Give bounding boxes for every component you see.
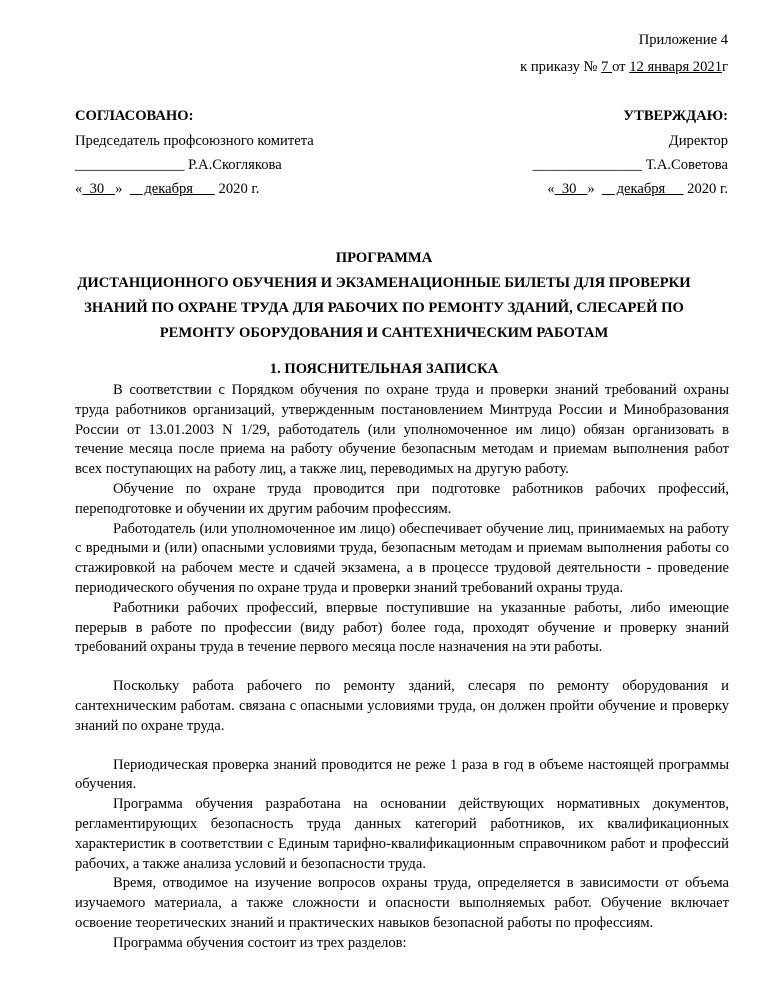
director-role: Директор: [668, 133, 728, 149]
right-date-month: декабря: [601, 181, 684, 197]
right-date-year: 2020 г.: [683, 181, 728, 197]
left-date-day: 30: [82, 181, 116, 197]
paragraph: Время, отводимое на изучение вопросов охраны труда, определяется в зависимости от объема изучаемого материала, а также сложности и опасности выполняемых работ. Обучение включает освоение теоретических знаний и практических навыков безопасной работы по профессиям.: [75, 875, 729, 931]
order-number: 7: [601, 59, 613, 75]
right-date-mid: »: [587, 181, 602, 197]
approve-title: УТВЕРЖДАЮ:: [623, 108, 728, 124]
left-sign-blank: _______________: [75, 157, 185, 173]
right-date-day: 30: [554, 181, 588, 197]
paragraph: Обучение по охране труда проводится при подготовке работников рабочих профессий, переподготовке и обучении их другим рабочим профессиям.: [75, 480, 729, 517]
left-date-open: «: [75, 181, 83, 197]
order-prefix: к приказу №: [520, 59, 602, 75]
right-sign-blank: _______________: [532, 157, 643, 173]
paragraph: Программа обучения состоит из трех разделов:: [113, 934, 407, 951]
paragraph: Поскольку работа рабочего по ремонту зданий, слесаря по ремонту оборудования и сантехническим работам. связана с опасными условиями труда, он должен пройти обучение и проверку знаний по охране труда.: [75, 678, 729, 734]
left-date-year: 2020 г.: [214, 181, 260, 197]
paragraph-gap: [75, 737, 729, 756]
left-signer-name: Р.А.Скоглякова: [184, 157, 282, 173]
right-signature-line: [533, 157, 728, 174]
appendix-label: Приложение 4: [638, 32, 728, 48]
paragraph: В соответствии с Порядком обучения по охране труда и проверки знаний требований охраны труда работников организаций, утвержденным постановлением Минтруда России и Минобразования России от 13.01.2003 N 1/29, работодатель (или уполномоченное им лицо) обязан организовать в течение месяца после приема на работу обучение безопасным методам и приемам выполнения работ всех поступающих на работу лиц, а также лиц, переводимых на другую работу.: [75, 382, 729, 478]
paragraph: Программа обучения разработана на основании действующих нормативных документов, регламентирующих безопасность труда данных категорий работников, их квалификационных характеристик в соответствии с Единым тарифно-квалификационным справочником работ и профессий рабочих, а также анализа условий и безопасности труда.: [75, 796, 729, 872]
union-chair-role: Председатель профсоюзного комитета: [75, 133, 314, 149]
paragraph-gap: [75, 658, 729, 677]
order-reference: [520, 59, 728, 76]
right-date-line: [547, 181, 728, 198]
program-subtitle-line2: ЗНАНИЙ ПО ОХРАНЕ ТРУДА ДЛЯ РАБОЧИХ ПО РЕМОНТУ ЗДАНИЙ, СЛЕСАРЕЙ ПО: [84, 300, 684, 316]
program-title: ПРОГРАММА: [335, 250, 433, 266]
explanatory-note-body: [75, 381, 729, 954]
left-date-mid: »: [115, 181, 130, 197]
left-signature-line: [75, 157, 282, 174]
program-subtitle-line3: РЕМОНТУ ОБОРУДОВАНИЯ И САНТЕХНИЧЕСКИМ РАБОТАМ: [159, 325, 609, 341]
program-subtitle-line1: ДИСТАНЦИОННОГО ОБУЧЕНИЯ И ЭКЗАМЕНАЦИОННЫЕ БИЛЕТЫ ДЛЯ ПРОВЕРКИ: [77, 275, 691, 291]
paragraph: Работодатель (или уполномоченное им лицо) обеспечивает обучение лиц, принимаемых на работу с вредными и (или) опасными условиями труда, безопасным методам и приемам выполнения работы со стажировкой на рабочем месте и сдачей экзамена, а в процессе трудовой деятельности - проведение периодического обучения по охране труда и проверки знаний требований охраны труда.: [75, 520, 729, 596]
right-date-open: «: [547, 181, 555, 197]
agreed-title: СОГЛАСОВАНО:: [75, 108, 194, 124]
order-from: от: [612, 59, 630, 75]
order-suffix: г: [722, 59, 728, 75]
left-date-line: [75, 181, 259, 198]
paragraph: Периодическая проверка знаний проводится не реже 1 раза в год в объеме настоящей программы обучения.: [75, 756, 729, 793]
left-date-month: декабря: [129, 181, 215, 197]
section-heading: 1. ПОЯСНИТЕЛЬНАЯ ЗАПИСКА: [269, 361, 499, 377]
right-signer-name: Т.А.Советова: [642, 157, 728, 173]
order-date: 12 января 2021: [629, 59, 722, 75]
paragraph: Работники рабочих профессий, впервые поступившие на указанные работы, либо имеющие перерыв в работе по профессии (виду работ) более года, проходят обучение и проверку знаний требований охраны труда в течение первого месяца после назначения на эти работы.: [75, 599, 729, 656]
